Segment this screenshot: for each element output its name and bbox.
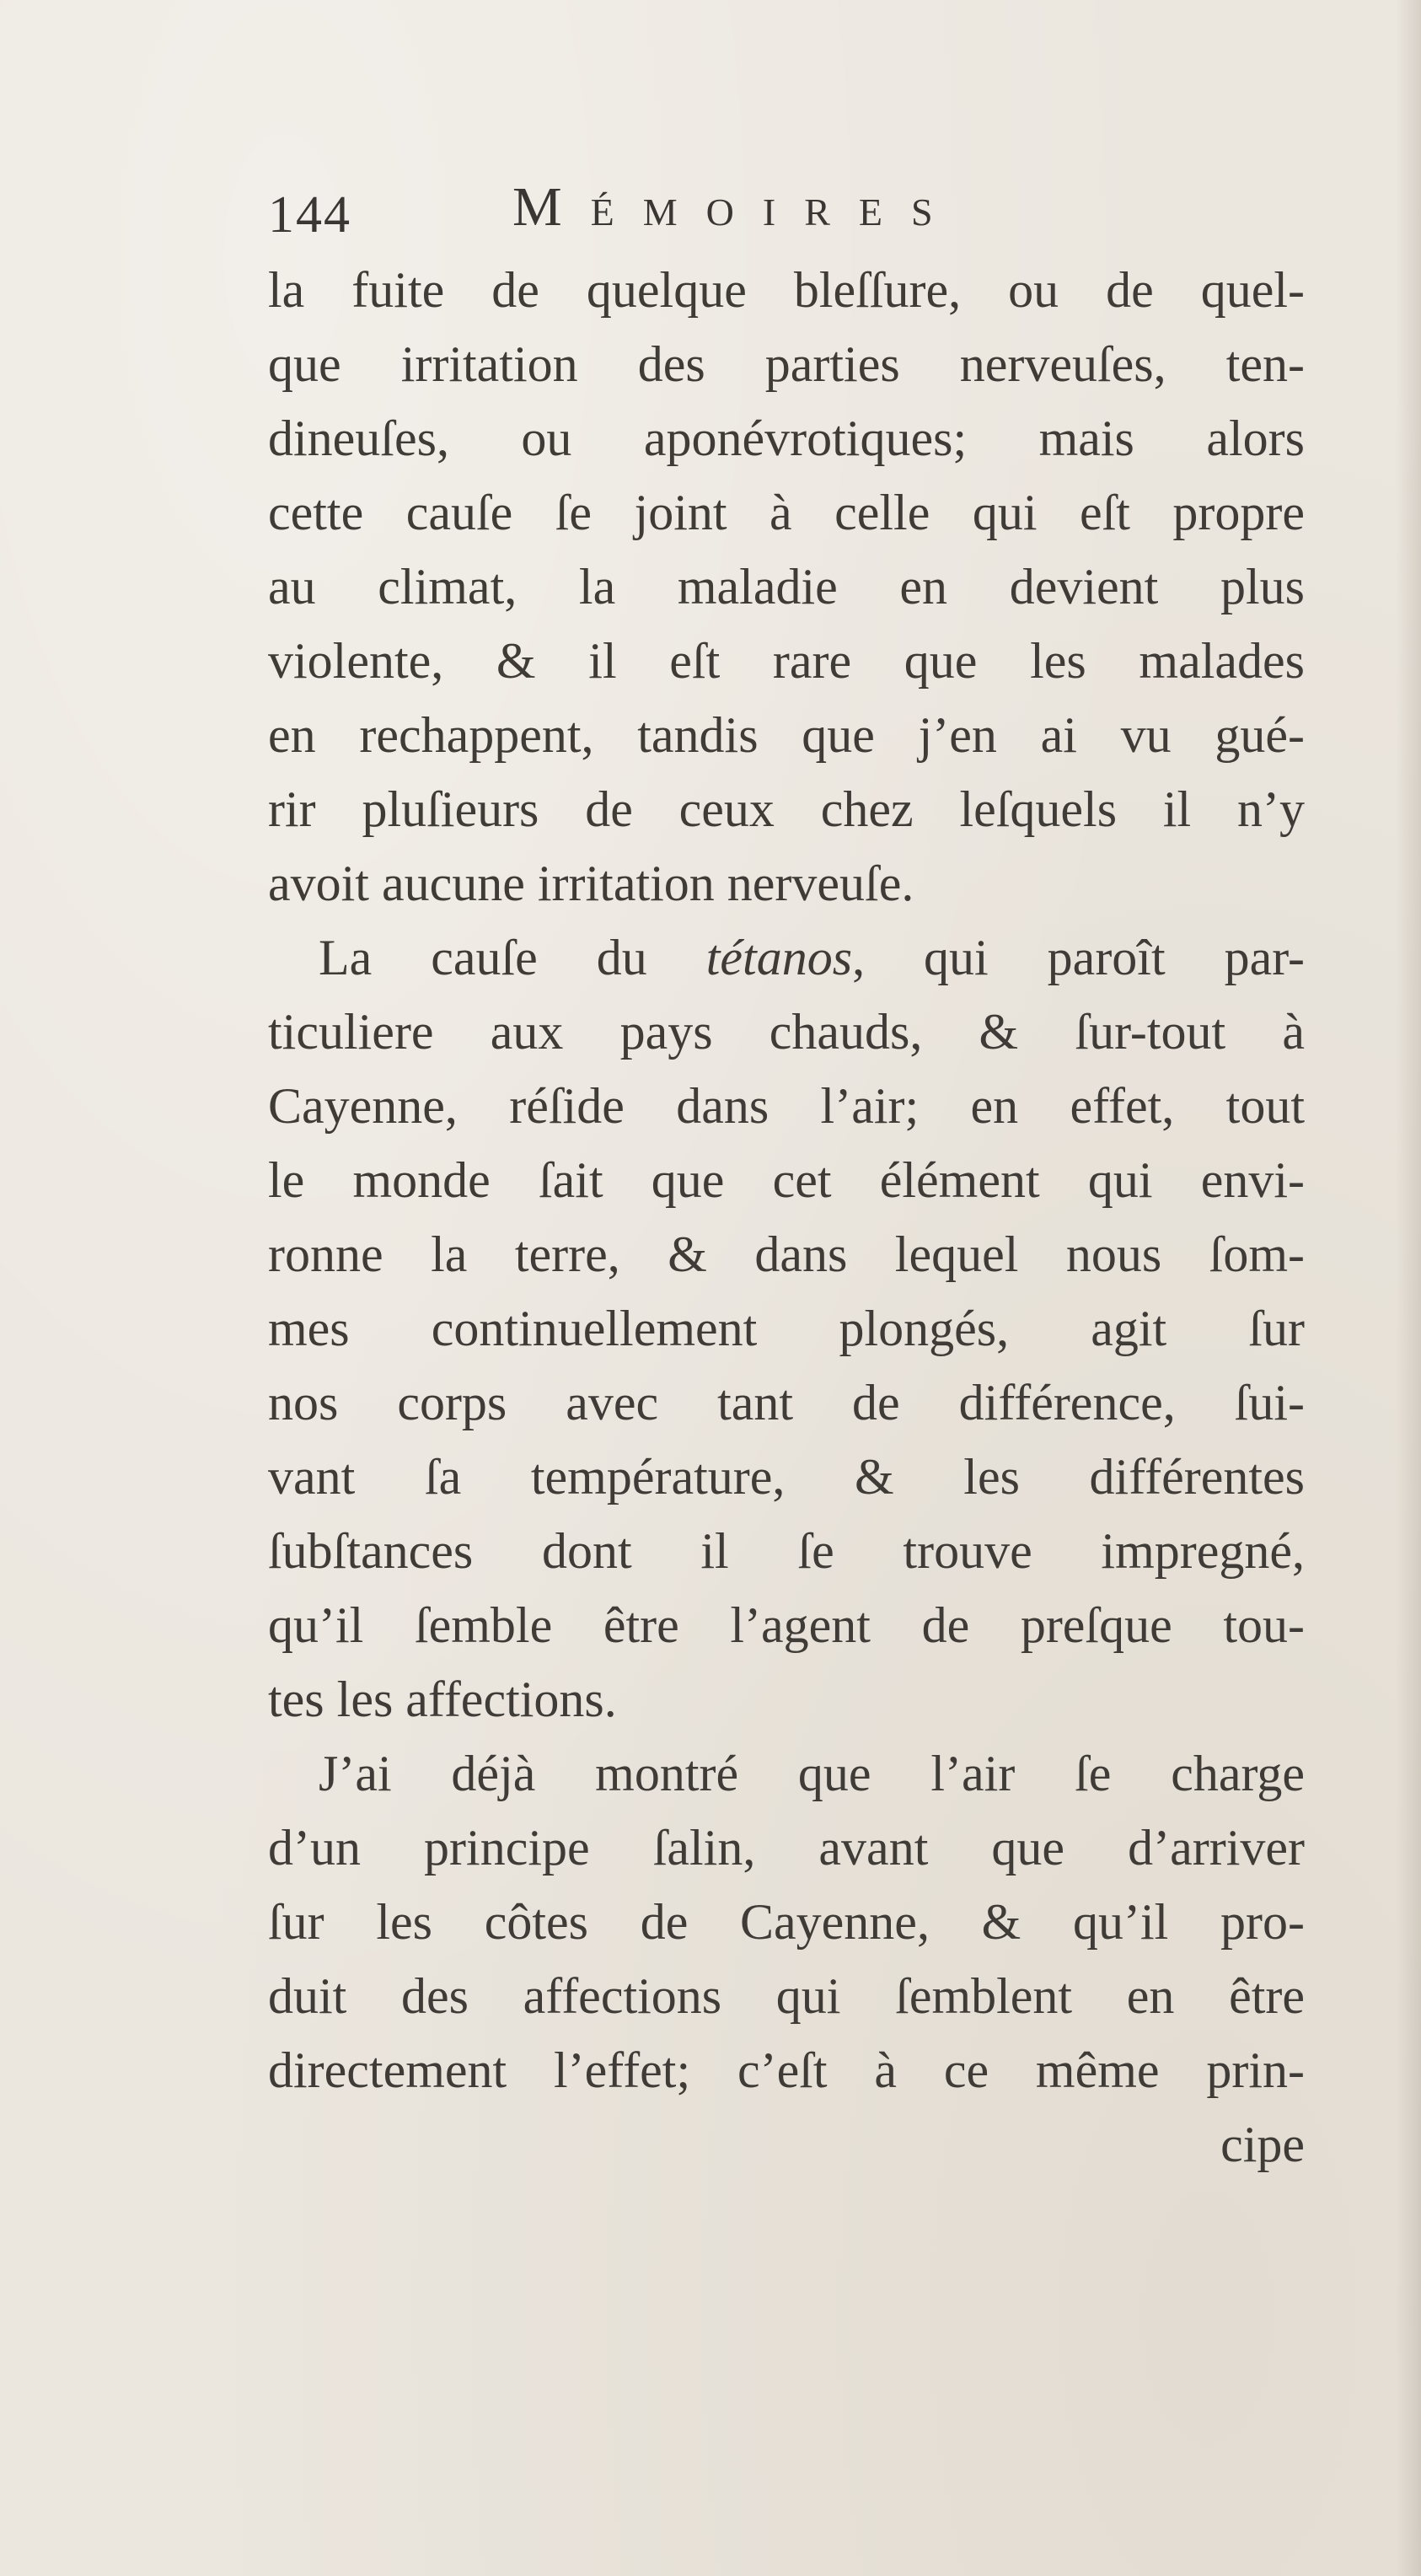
- text-line: au climat, la maladie en devient plus: [268, 559, 1305, 614]
- text-line: le monde ſait que cet élément qui envi-: [268, 1152, 1305, 1208]
- text-line: vant ſa température, & les différentes: [268, 1449, 1305, 1505]
- text-line: rir pluſieurs de ceux chez leſquels il n’y: [268, 781, 1305, 837]
- text-span: , qui paroît par-: [852, 930, 1305, 985]
- text-line: que irritation des parties nerveuſes, ten-: [268, 336, 1305, 392]
- page-edge-shadow: [1396, 0, 1421, 2576]
- text-line: ſur les côtes de Cayenne, & qu’il pro-: [268, 1894, 1305, 1950]
- text-line: la fuite de quelque bleſſure, ou de quel-: [268, 262, 1305, 318]
- running-head: [268, 174, 1111, 250]
- text-line: violente, & il eſt rare que les malades: [268, 633, 1305, 689]
- italic-term: tétanos: [705, 930, 853, 985]
- page-number: 144: [268, 186, 351, 244]
- text-line: nos corps avec tant de différence, ſui-: [268, 1375, 1305, 1430]
- text-line: ſubſtances dont il ſe trouve impregné,: [268, 1523, 1305, 1579]
- text-line: duit des affections qui ſemblent en être: [268, 1968, 1305, 2024]
- text-line: en rechappent, tandis que j’en ai vu gué-: [268, 707, 1305, 763]
- running-title: Mémoires: [512, 176, 962, 238]
- text-line: cette cauſe ſe joint à celle qui eſt propre: [268, 485, 1305, 540]
- paragraph-start-line: [268, 920, 1305, 995]
- text-line: qu’il ſemble être l’agent de preſque tou-: [268, 1597, 1305, 1653]
- text-line: ronne la terre, & dans lequel nous ſom-: [268, 1226, 1305, 1282]
- text-span: La cauſe du: [319, 930, 647, 985]
- text-line: mes continuellement plongés, agit ſur: [268, 1301, 1305, 1356]
- text-line: dineuſes, ou aponévrotiques; mais alors: [268, 411, 1305, 466]
- text-line: tes les affections.: [268, 1672, 617, 1727]
- catchword: cipe: [1220, 2117, 1305, 2172]
- text-line: avoit aucune irritation nerveuſe.: [268, 856, 914, 911]
- paragraph-start-line: J’ai déjà montré que l’air ſe charge: [319, 1746, 1305, 1801]
- text-line: Cayenne, réſide dans l’air; en effet, tout: [268, 1078, 1305, 1134]
- text-line: d’un principe ſalin, avant que d’arriver: [268, 1820, 1305, 1876]
- text-line: ticuliere aux pays chauds, & ſur-tout à: [268, 1004, 1305, 1060]
- body-text: [268, 253, 1305, 2182]
- text-line: directement l’effet; c’eſt à ce même prin-: [268, 2042, 1305, 2098]
